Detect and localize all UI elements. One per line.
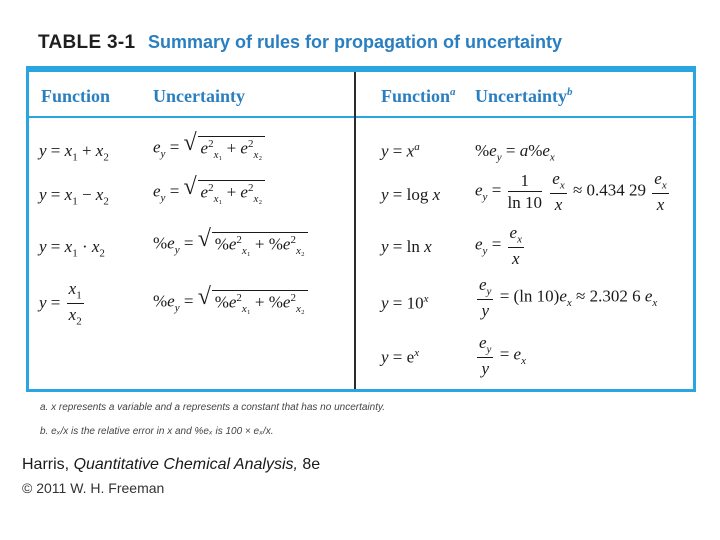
left-uncertainty-difference: $e_y$ = √ $e^2_{x_1} + e^2_{x_2}$: [153, 180, 265, 205]
right-uncertainty-log: $e_y$ = $\frac{1}{\ln 10}$ $\frac{e_x}{x}$ ≈ 0.434 29 $\frac{e_x}{x}$: [475, 169, 667, 215]
credit-edition: 8e: [297, 456, 321, 473]
left-uncertainty-sum: $e_y$ = √ $e^2_{x_1} + e^2_{x_2}$: [153, 136, 265, 161]
right-uncertainty-exp10: $\frac{e_y}{y}$ = (ln $10)e_x \approx 2.302$ 6 $e_x$: [479, 275, 658, 321]
copyright: © 2011 W. H. Freeman: [22, 480, 165, 496]
header-uncertainty-right: Uncertainty$^b$: [475, 86, 573, 106]
left-function-product: $y = x_1 \cdot x_2$: [39, 237, 105, 260]
footnote-mark-a: a: [450, 86, 456, 98]
right-function-ln: y = ln x: [381, 237, 432, 256]
header-divider: [29, 116, 693, 118]
right-function-log: y = log x: [381, 185, 441, 204]
header-function-left: Function: [41, 86, 111, 106]
rules-table: [26, 66, 696, 392]
footnote-mark-b: b: [566, 86, 573, 98]
left-uncertainty-quotient: $\%e_y$ = √ $\%e^2_{x_1} + \%e^2_{x_2}$: [153, 290, 308, 315]
left-function-sum: $y = x_1 + x_2$: [39, 141, 109, 164]
footnote-b: b. eₓ/x is the relative error in x and %eₓ is 100 × eₓ/x.: [40, 426, 274, 437]
left-function-difference: $y = x_1 - x_2$: [39, 185, 109, 208]
left-uncertainty-product: $\%e_y$ = √ $\%e^2_{x_1} + \%e^2_{x_2}$: [153, 232, 308, 257]
footnote-a: a. x represents a variable and a represents a constant that has no uncertainty.: [40, 402, 386, 413]
right-function-exp: $y = e^x$: [381, 347, 420, 367]
right-uncertainty-ln: $e_y$ = $\frac{e_x}{x}$: [475, 223, 522, 269]
credit-author: Harris,: [22, 456, 74, 473]
table-number: TABLE 3-1: [38, 32, 136, 53]
credit-book-title: Quantitative Chemical Analysis,: [73, 456, 298, 473]
right-uncertainty-exp: $\frac{e_y}{y}$ = $e_x$: [479, 333, 526, 379]
header-function-right: Function$^a$: [381, 86, 456, 106]
right-function-exp10: $y = 10^x$: [381, 293, 429, 313]
left-function-quotient: y = $\frac{x_1}{x_2}$: [39, 279, 82, 328]
header-uncertainty-left: Uncertainty: [153, 86, 245, 106]
table-title: [38, 32, 562, 60]
book-credit: [22, 456, 320, 474]
table-caption: Summary of rules for propagation of uncertainty: [148, 32, 563, 52]
right-function-power: $y = x^a$: [381, 141, 420, 161]
column-divider: [354, 72, 356, 389]
right-uncertainty-power: $\%e_y = a\%e_x$: [475, 141, 555, 164]
